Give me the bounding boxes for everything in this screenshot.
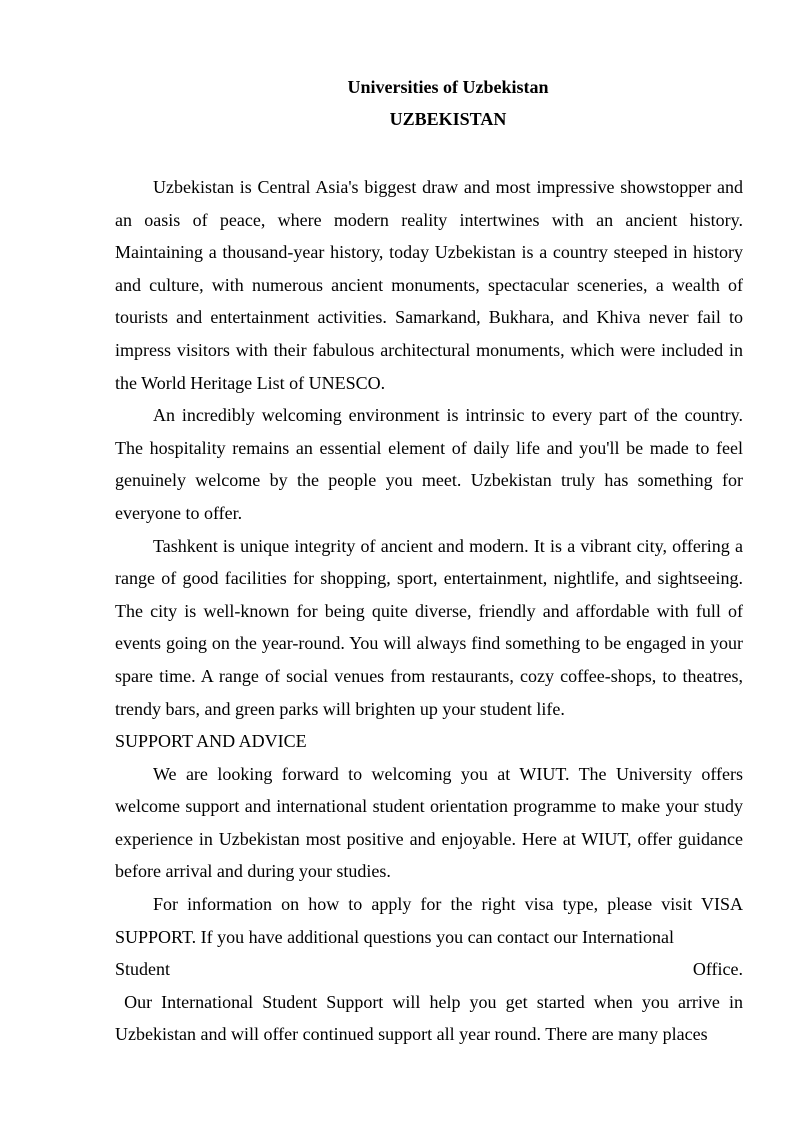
paragraph-support: We are looking forward to welcoming you at WIUT. The University offers welcome support and international student orientation programme to make your study experience in Uzbekistan most positive and enjoyable. Here at WIUT, offer guidance before arrival and during your studies. <box>115 763 743 882</box>
section-heading: SUPPORT AND ADVICE <box>115 731 307 752</box>
paragraph-tashkent: Tashkent is unique integrity of ancient and modern. It is a vibrant city, offering a range of good facilities for shopping, sport, entertainment, nightlife, and sightseeing. The city is well-known for being quite diverse, friendly and affordable with full of events going on the year-round. You will always find something to be engaged in your spare time. A range of social venues from restaurants, cozy coffee-shops, to theatres, trendy bars, and green parks will brighten up your student life. <box>115 535 743 719</box>
document-title: Universities of Uzbekistan <box>347 77 549 97</box>
paragraph-hospitality: An incredibly welcoming environment is intrinsic to every part of the country. The hospitality remains an essential element of daily life and you'll be made to feel genuinely welcome by the people you meet. Uzbekistan truly has something for everyone to offer. <box>115 405 743 523</box>
paragraph-intro: Uzbekistan is Central Asia's biggest draw and most impressive showstopper and an oasis of peace, where modern reality intertwines with an ancient history. Maintaining a thousand-year history, today Uzbekistan is a country steeped in history and culture, with numerous ancient monuments, spectacular sceneries, a wealth of tourists and entertainment activities. Samarkand, Bukhara, and Khiva never fail to impress visitors with their fabulous architectural monuments, which were included in the World Heritage List of UNESCO. <box>115 177 743 393</box>
paragraph-visa: For information on how to apply for the right visa type, please visit VISA SUPPORT. If you have additional questions you can contact our International <box>115 894 743 947</box>
visa-last-word-left: Student <box>115 959 171 980</box>
visa-paragraph-last-line <box>115 953 743 986</box>
document-subtitle: UZBEKISTAN <box>389 109 507 129</box>
visa-last-word-right: Office. <box>692 959 743 980</box>
title-block <box>0 76 800 130</box>
paragraph-student-support: Our International Student Support will help you get started when you arrive in Uzbekistan and will offer continued support all year round. There are many places <box>115 991 748 1045</box>
document-body <box>115 171 748 1051</box>
